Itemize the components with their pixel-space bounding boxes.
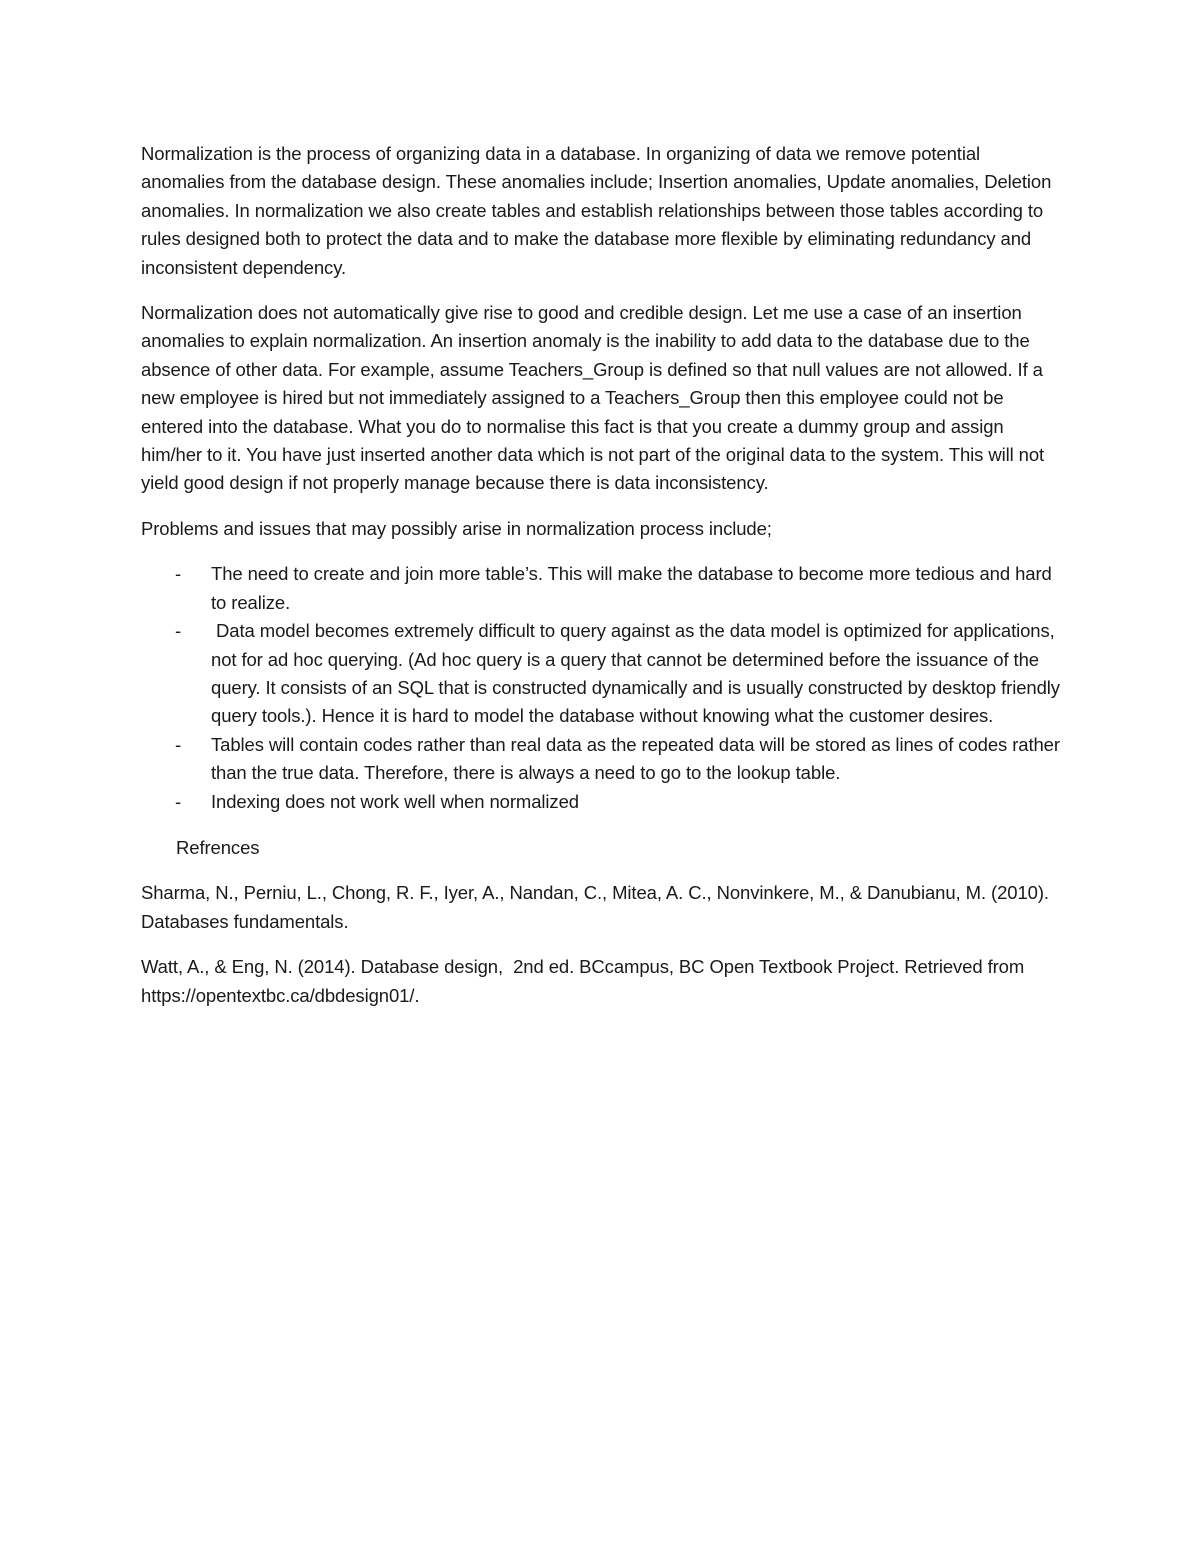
list-dash: - [175,620,182,642]
list-item [141,560,1061,617]
issues-list [141,560,1065,816]
list-item-text: The need to create and join more table’s. This will make the database to become more tedious and hard to realize. [211,563,1052,613]
document-body [141,140,1065,1027]
reference-entry-watt: Watt, A., & Eng, N. (2014). Database design, 2nd ed. BCcampus, BC Open Textbook Project. Retrieved from https://opentextbc.ca/dbdesign01/. [141,956,1030,1006]
list-dash: - [175,563,182,585]
list-item [141,617,1065,731]
paragraph-insertion-anomaly: Normalization does not automatically give rise to good and credible design. Let me use a case of an insertion anomalies to explain normalization. An insertion anomaly is the inability to add data to the database due to the absence of other data. For example, assume Teachers_Group is defined so that null values are not allowed. If a new employee is hired but not immediately assigned to a Teachers_Group then this employee could not be entered into the database. What you do to normalise this fact is that you create a dummy group and assign him/her to it. You have just inserted another data which is not part of the original data to the system. This will not yield good design if not properly manage because there is data inconsistency. [141,302,1045,494]
list-item-text: Indexing does not work well when normalized [211,790,579,812]
paragraph-normalization-definition: Normalization is the process of organizing data in a database. In organizing of data we remove potential anomalies from the database design. These anomalies include; Insertion anomalies, Update anomalies, Deletion anomalies. In normalization we also create tables and establish relationships between those tables according to rules designed both to protect the data and to make the database more flexible by eliminating redundancy and inconsistent dependency. [141,143,1052,278]
list-item-text: Tables will contain codes rather than real data as the repeated data will be stored as lines of codes rather than the true data. Therefore, there is always a need to go to the lookup table. [211,733,1060,784]
list-item [141,731,1061,788]
list-item-text: Data model becomes extremely difficult to query against as the data model is optimized for applications, not for ad hoc querying. (Ad hoc query is a query that cannot be determined before the issuance of the query. It consists of an SQL that is constructed dynamically and is usually constructed by desktop friendly query tools.). Hence it is hard to model the database without knowing what the customer desires. [211,620,1065,727]
list-item [141,788,1061,816]
paragraph-issues-intro: Problems and issues that may possibly arise in normalization process include; [141,517,772,539]
list-dash: - [175,733,182,755]
list-dash: - [175,790,182,812]
references-heading: Refrences [176,836,260,858]
reference-entry-sharma: Sharma, N., Perniu, L., Chong, R. F., Iyer, A., Nandan, C., Mitea, A. C., Nonvinkere, M., & Danubianu, M. (2010). Databases fundamentals. [141,882,1049,932]
